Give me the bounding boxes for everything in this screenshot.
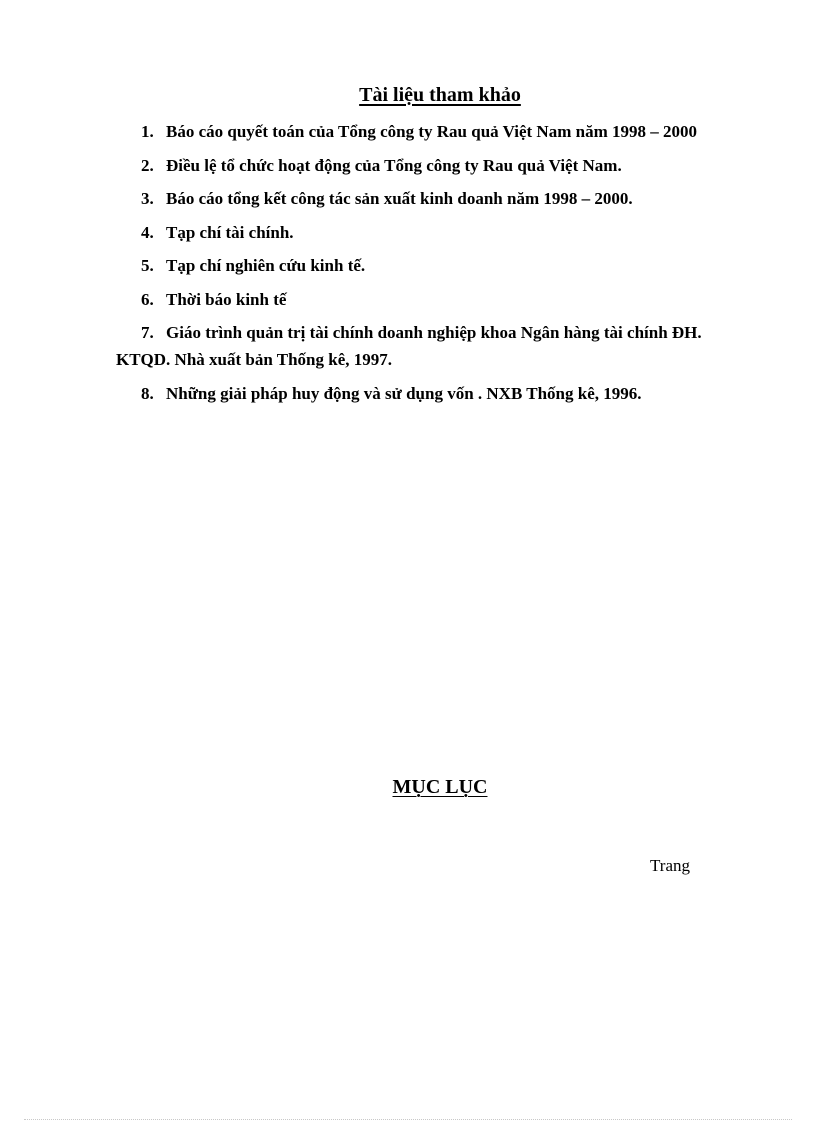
toc-page-column-label: Trang	[650, 856, 690, 875]
reference-item-6	[116, 286, 736, 313]
reference-text: Tạp chí nghiên cứu kinh tế.	[166, 256, 366, 275]
reference-item-2	[116, 152, 736, 179]
reference-text: Báo cáo tổng kết công tác sản xuất kinh doanh năm 1998 – 2000.	[166, 189, 633, 208]
reference-number: 6.	[141, 289, 154, 309]
reference-text: Những giải pháp huy động và sử dụng vốn . NXB Thống kê, 1996.	[166, 383, 642, 403]
reference-item-8	[116, 380, 736, 407]
reference-item-3	[116, 185, 736, 212]
reference-text: Điều lệ tổ chức hoạt động của Tổng công ty Rau quả Việt Nam.	[166, 155, 622, 175]
reference-text: Tạp chí tài chính.	[166, 222, 294, 242]
page-bottom-divider	[24, 1119, 792, 1120]
reference-number: 4.	[141, 222, 154, 242]
reference-number: 2.	[141, 155, 154, 175]
reference-list	[116, 118, 736, 413]
reference-text: Báo cáo quyết toán của Tổng công ty Rau quả Việt Nam năm 1998 – 2000	[166, 122, 697, 141]
toc-title: MỤC LỤC	[392, 776, 488, 798]
reference-item-1	[116, 118, 736, 145]
reference-item-4	[116, 219, 736, 246]
reference-number: 8.	[141, 383, 154, 403]
reference-number: 1.	[141, 122, 154, 141]
reference-number: 3.	[141, 189, 154, 208]
references-title: Tài liệu tham khảo	[359, 84, 521, 106]
reference-number: 7.	[141, 323, 154, 342]
reference-text: Thời báo kinh tế	[166, 289, 287, 309]
reference-item-5	[116, 252, 736, 279]
reference-item-7	[116, 319, 736, 373]
reference-number: 5.	[141, 256, 154, 275]
reference-text: Giáo trình quản trị tài chính doanh nghiệp khoa Ngân hàng tài chính ĐH. KTQD. Nhà xuất bản Thống kê, 1997.	[116, 323, 702, 369]
